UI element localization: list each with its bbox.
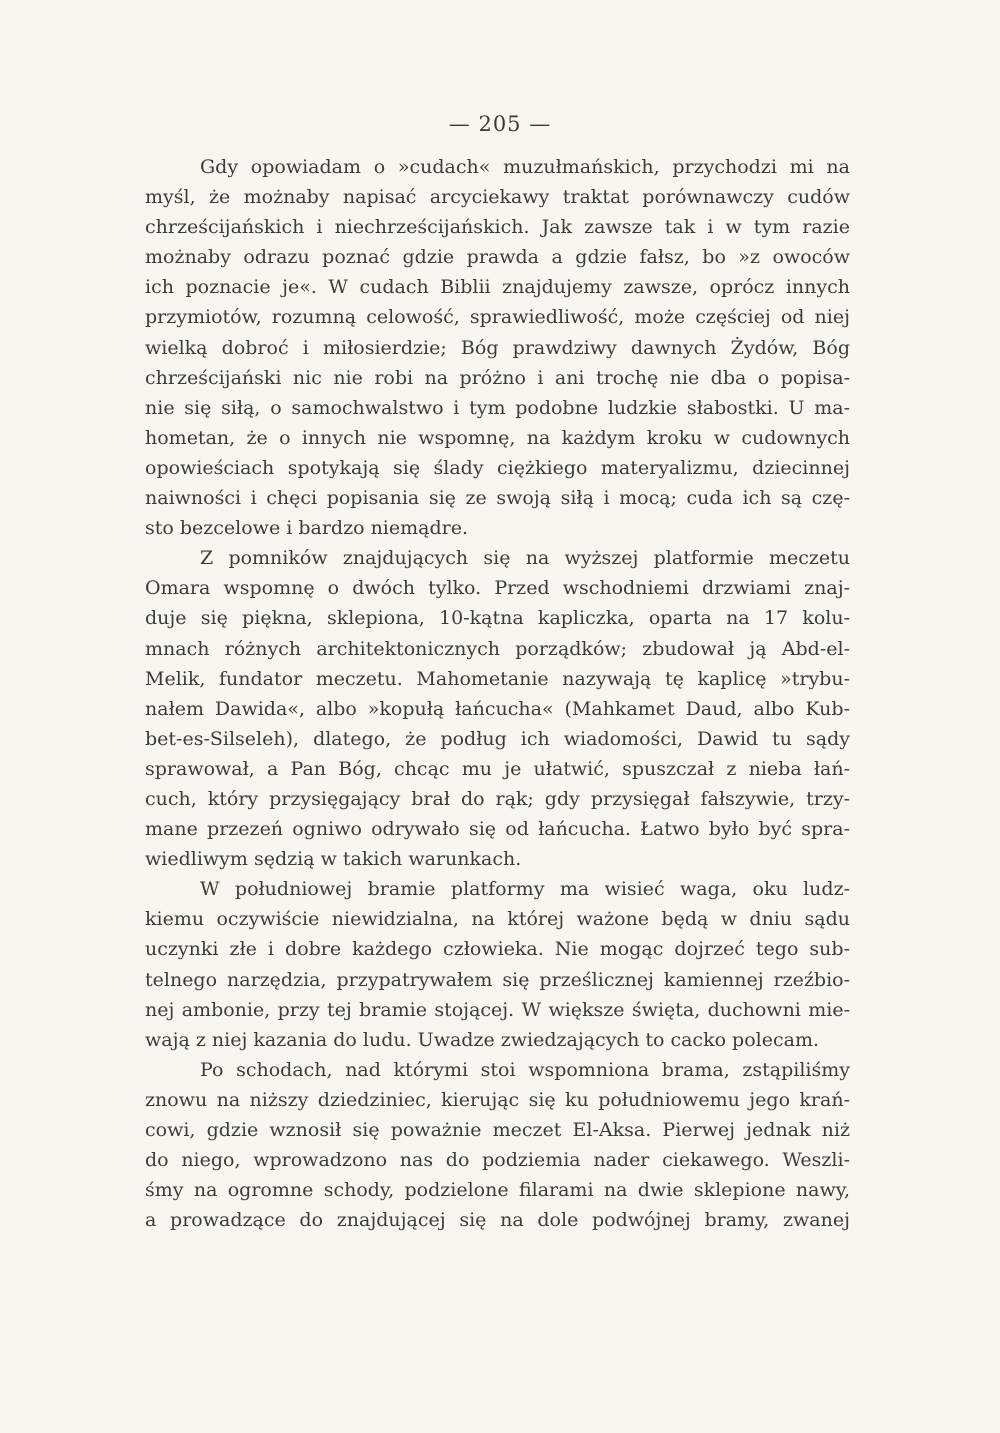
- text-line: bet-es-Silseleh), dlatego, że podług ich wiadomości, Dawid tu sądy: [145, 727, 850, 750]
- text-line: hometan, że o innych nie wspomnę, na każdym kroku w cudownych: [145, 426, 850, 449]
- text-line: Melik, fundator meczetu. Mahometanie nazywają tę kaplicę »trybu-: [145, 667, 850, 690]
- paragraph: [145, 1055, 850, 1236]
- text-line: możnaby odrazu poznać gdzie prawda a gdzie fałsz, bo »z owoców: [145, 246, 850, 269]
- text-line: duje się piękna, sklepiona, 10-kątna kapliczka, oparta na 17 kolu-: [145, 607, 850, 630]
- text-line: kiemu oczywiście niewidzialna, na której ważone będą w dniu sądu: [145, 908, 850, 931]
- text-line: do niego, wprowadzono nas do podziemia nader ciekawego. Weszli-: [145, 1149, 850, 1172]
- text-line: chrześcijańskich i niechrześcijańskich. Jak zawsze tak i w tym razie: [145, 216, 850, 239]
- text-line: nej ambonie, przy tej bramie stojącej. W większe święta, duchowni mie-: [145, 998, 850, 1021]
- text-line: telnego narzędzia, przypatrywałem się prześlicznej kamiennej rzeźbio-: [145, 968, 850, 991]
- paragraph: [145, 152, 850, 543]
- text-line: wielką dobroć i miłosierdzie; Bóg prawdziwy dawnych Żydów, Bóg: [145, 336, 850, 359]
- text-line: sto bezcelowe i bardzo niemądre.: [145, 517, 468, 540]
- body-text: [145, 152, 850, 1235]
- text-line: Gdy opowiadam o »cudach« muzułmańskich, przychodzi mi na: [200, 156, 850, 178]
- text-line: cowi, gdzie wznosił się poważnie meczet El-Aksa. Pierwej jednak niż: [145, 1119, 850, 1141]
- page-number: — 205 —: [448, 112, 552, 136]
- text-line: mnach różnych architektonicznych porządków; zbudował ją Abd-el-: [145, 637, 850, 660]
- text-line: Po schodach, nad którymi stoi wspomniona brama, zstąpiliśmy: [200, 1058, 850, 1081]
- text-line: mane przezeń ogniwo odrywało się od łańcucha. Łatwo było być spra-: [145, 818, 850, 841]
- text-line: śmy na ogromne schody, podzielone filarami na dwie sklepione nawy,: [145, 1179, 850, 1202]
- text-line: nie się siłą, o samochwalstwo i tym podobne ludzkie słabostki. U ma-: [145, 396, 850, 419]
- text-line: W południowej bramie platformy ma wisieć waga, oku ludz-: [200, 878, 850, 901]
- text-line: cuch, który przysięgający brał do rąk; gdy przysięgał fałszywie, trzy-: [145, 787, 850, 810]
- text-line: wiedliwym sędzią w takich warunkach.: [145, 848, 522, 871]
- paragraph: [145, 874, 850, 1055]
- text-line: myśl, że możnaby napisać arcyciekawy traktat porównawczy cudów: [145, 186, 850, 209]
- text-line: znowu na niższy dziedziniec, kierując się ku południowemu jego krań-: [145, 1088, 850, 1111]
- text-line: naiwności i chęci popisania się ze swoją siłą i mocą; cuda ich są czę-: [145, 487, 850, 510]
- text-line: chrześcijański nic nie robi na próżno i ani trochę nie dba o popisa-: [145, 366, 850, 389]
- text-line: uczynki złe i dobre każdego człowieka. Nie mogąc dojrzeć tego sub-: [145, 938, 850, 961]
- text-line: wają z niej kazania do ludu. Uwadze zwiedzających to cacko polecam.: [145, 1028, 820, 1051]
- text-line: Omara wspomnę o dwóch tylko. Przed wschodniemi drzwiami znaj-: [145, 577, 850, 600]
- text-line: opowieściach spotykają się ślady ciężkiego materyalizmu, dziecinnej: [145, 456, 850, 479]
- text-line: przymiotów, rozumną celowość, sprawiedliwość, może częściej od niej: [145, 306, 850, 329]
- text-line: ich poznacie je«. W cudach Biblii znajdujemy zawsze, oprócz innych: [145, 276, 850, 299]
- text-line: nałem Dawida«, albo »kopułą łańcucha« (Mahkamet Daud, albo Kub-: [145, 697, 850, 720]
- text-line: Z pomników znajdujących się na wyższej platformie meczetu: [200, 547, 850, 570]
- text-line: sprawował, a Pan Bóg, chcąc mu je ułatwić, spuszczał z nieba łań-: [145, 757, 850, 780]
- text-line: a prowadzące do znajdującej się na dole podwójnej bramy, zwanej: [145, 1209, 850, 1232]
- paragraph: [145, 543, 850, 874]
